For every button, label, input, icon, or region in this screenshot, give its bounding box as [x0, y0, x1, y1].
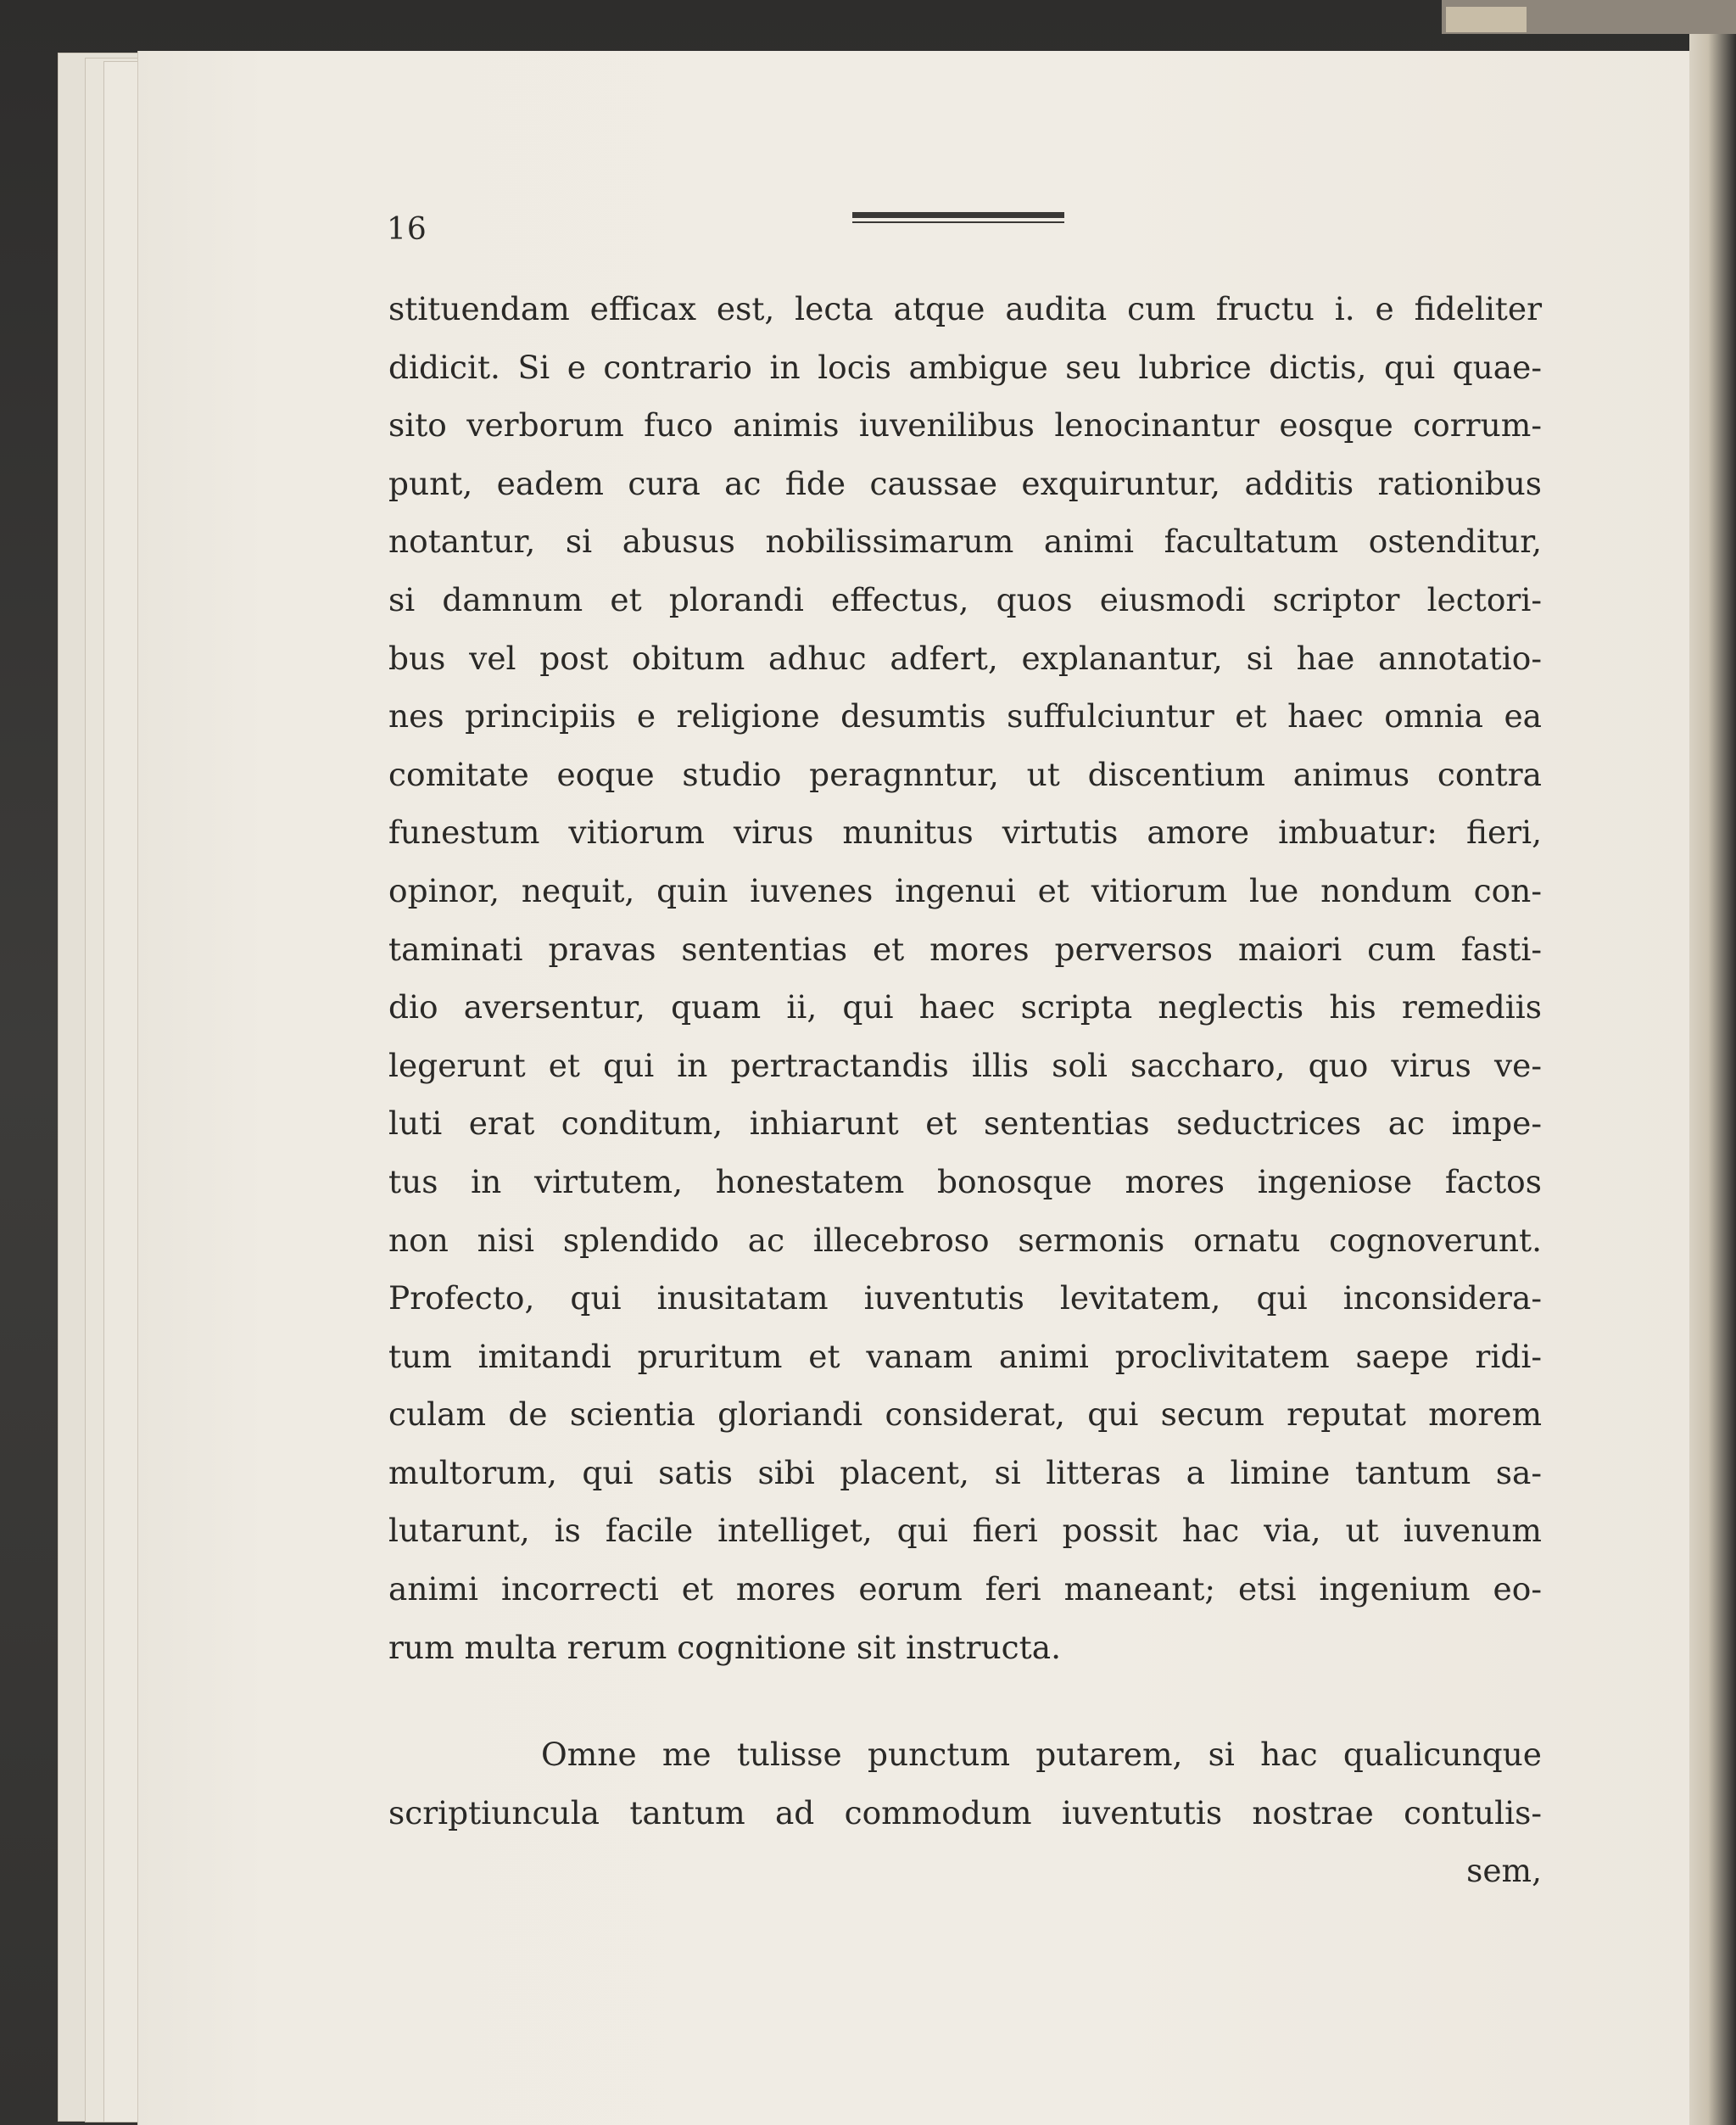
page-number: 16	[387, 212, 427, 247]
text-line: rum multa rerum cognitione sit instructa.	[388, 1628, 1062, 1666]
text-line: non nisi splendido ac illecebroso sermonis ornatu cognoverunt.	[388, 1221, 1542, 1259]
header-ornament-rule	[852, 212, 1064, 224]
body-text	[388, 280, 1542, 1900]
page-gutter-shadow	[1689, 34, 1736, 2125]
text-line: multorum, qui satis sibi placent, si litteras a limine tantum sa-	[388, 1453, 1542, 1491]
text-line: taminati pravas sententias et mores perversos maiori cum fasti-	[388, 930, 1542, 968]
rule-thin	[852, 221, 1064, 223]
text-line: punt, eadem cura ac fide caussae exquiruntur, additis rationibus	[388, 464, 1542, 502]
text-line: bus vel post obitum adhuc adfert, explanantur, si hae annotatio-	[388, 639, 1542, 677]
text-line: Omne me tulisse punctum putarem, si hac qualicunque	[541, 1736, 1542, 1774]
text-line: stituendam efficax est, lecta atque audita cum fructu i. e fideliter	[388, 290, 1542, 327]
text-line: tus in virtutem, honestatem bonosque mores ingeniose factos	[388, 1162, 1542, 1200]
text-line: nes principiis e religione desumtis suffulciuntur et haec omnia ea	[388, 697, 1542, 735]
text-line: opinor, nequit, quin iuvenes ingenui et vitiorum lue nondum con-	[388, 871, 1542, 909]
page-tab	[1446, 7, 1527, 32]
text-line: legerunt et qui in pertractandis illis soli saccharo, quo virus ve-	[388, 1046, 1542, 1084]
text-line: comitate eoque studio peragnntur, ut discentium animus contra	[388, 755, 1542, 793]
text-line: lutarunt, is facile intelliget, qui fieri possit hac via, ut iuvenum	[388, 1512, 1542, 1550]
text-line: culam de scientia gloriandi considerat, qui secum reputat morem	[388, 1395, 1542, 1434]
text-line: funestum vitiorum virus munitus virtutis amore imbuatur: fieri,	[388, 814, 1542, 852]
text-line: scriptiuncula tantum ad commodum iuventutis nostrae contulis-	[388, 1793, 1542, 1831]
text-line: didicit. Si e contrario in locis ambigue seu lubrice dictis, qui quae-	[388, 348, 1542, 386]
catchword: sem,	[1466, 1852, 1542, 1890]
text-line: Profecto, qui inusitatam iuventutis levitatem, qui inconsidera-	[388, 1279, 1542, 1317]
text-line: tum imitandi pruritum et vanam animi proclivitatem saepe ridi-	[388, 1337, 1542, 1375]
text-line: si damnum et plorandi effectus, quos eiusmodi scriptor lectori-	[388, 580, 1542, 618]
text-line: dio aversentur, quam ii, qui haec scripta neglectis his remediis	[388, 988, 1542, 1026]
text-line: notantur, si abusus nobilissimarum animi facultatum ostenditur,	[388, 523, 1542, 561]
text-line: sito verborum fuco animis iuvenilibus lenocinantur eosque corrum-	[388, 406, 1542, 445]
text-line: luti erat conditum, inhiarunt et sententias seductrices ac impe-	[388, 1104, 1542, 1143]
rule-thick	[852, 212, 1064, 218]
text-line: animi incorrecti et mores eorum feri maneant; etsi ingenium eo-	[388, 1570, 1542, 1608]
paragraph-separator	[388, 1676, 1542, 1725]
